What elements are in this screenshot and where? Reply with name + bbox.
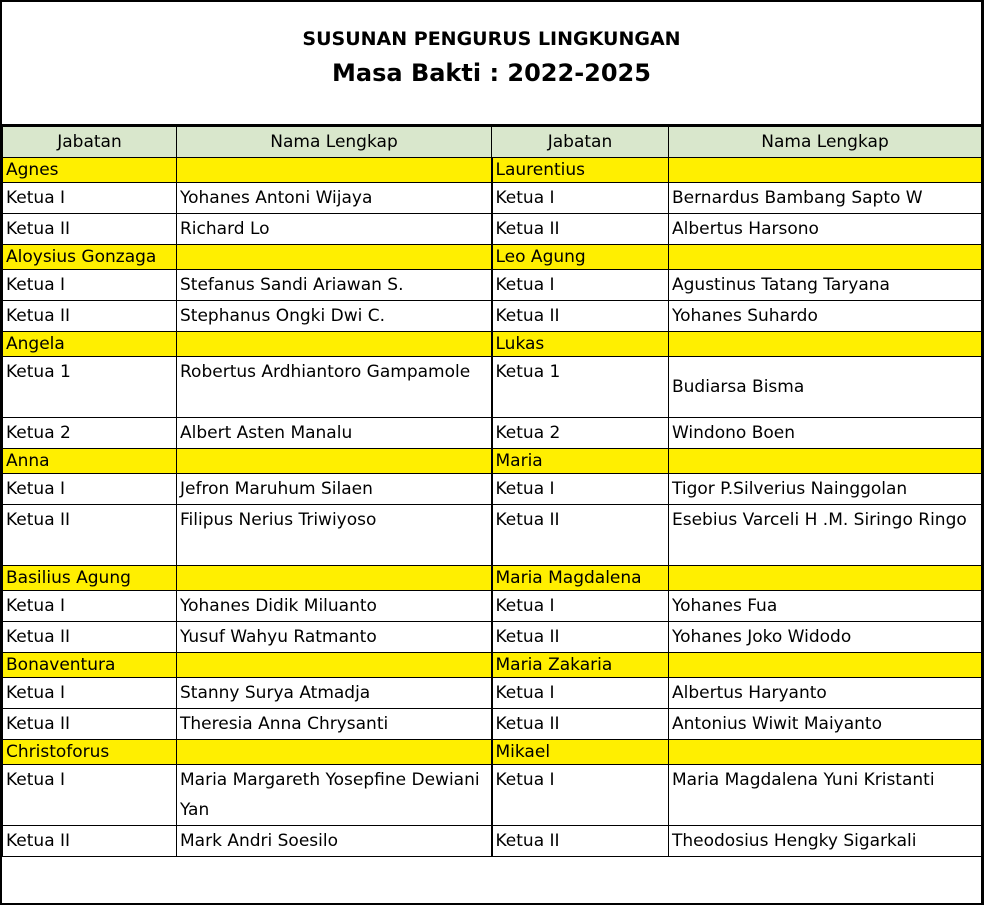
name-cell: Maria Magdalena Yuni Kristanti: [669, 765, 982, 826]
position-cell: Ketua II: [492, 214, 669, 245]
name-cell: Yohanes Fua: [669, 591, 982, 622]
group-label: Christoforus: [3, 740, 177, 765]
column-header-name: Nama Lengkap: [669, 127, 982, 158]
name-cell: Esebius Varceli H .M. Siringo Ringo: [669, 505, 982, 566]
group-row: [3, 158, 982, 183]
position-cell: Ketua 2: [3, 418, 177, 449]
column-header-name: Nama Lengkap: [177, 127, 492, 158]
position-cell: Ketua II: [3, 301, 177, 332]
group-label: Aloysius Gonzaga: [3, 245, 177, 270]
position-cell: Ketua I: [492, 591, 669, 622]
name-cell: Robertus Ardhiantoro Gampamole: [177, 357, 492, 418]
position-cell: Ketua I: [492, 270, 669, 301]
group-blank: [177, 566, 492, 591]
name-cell: Albert Asten Manalu: [177, 418, 492, 449]
position-cell: Ketua II: [3, 826, 177, 857]
group-row: [3, 740, 982, 765]
name-cell: Bernardus Bambang Sapto W: [669, 183, 982, 214]
position-cell: Ketua II: [3, 505, 177, 566]
name-cell: Yohanes Joko Widodo: [669, 622, 982, 653]
group-blank: [669, 332, 982, 357]
column-header-position: Jabatan: [492, 127, 669, 158]
position-cell: Ketua I: [492, 678, 669, 709]
table-row: [3, 505, 982, 566]
table-row: [3, 301, 982, 332]
group-label: Lukas: [492, 332, 669, 357]
group-blank: [177, 158, 492, 183]
group-blank: [177, 332, 492, 357]
group-label: Maria: [492, 449, 669, 474]
position-cell: Ketua I: [3, 270, 177, 301]
name-cell: Theresia Anna Chrysanti: [177, 709, 492, 740]
name-cell: Yusuf Wahyu Ratmanto: [177, 622, 492, 653]
position-cell: Ketua II: [492, 709, 669, 740]
name-cell: Stephanus Ongki Dwi C.: [177, 301, 492, 332]
table-row: [3, 622, 982, 653]
table-row: [3, 765, 982, 826]
position-cell: Ketua 1: [492, 357, 669, 418]
group-row: [3, 332, 982, 357]
group-blank: [669, 740, 982, 765]
group-blank: [669, 653, 982, 678]
committee-table: [2, 126, 982, 857]
page-subtitle: Masa Bakti : 2022-2025: [332, 59, 651, 87]
group-row: [3, 566, 982, 591]
table-row: [3, 418, 982, 449]
name-cell: Filipus Nerius Triwiyoso: [177, 505, 492, 566]
name-cell: Stefanus Sandi Ariawan S.: [177, 270, 492, 301]
table-row: [3, 678, 982, 709]
position-cell: Ketua I: [3, 474, 177, 505]
name-cell: Richard Lo: [177, 214, 492, 245]
position-cell: Ketua I: [3, 183, 177, 214]
page-title: SUSUNAN PENGURUS LINGKUNGAN: [302, 28, 681, 50]
title-block: [2, 2, 981, 126]
group-label: Basilius Agung: [3, 566, 177, 591]
group-label: Maria Zakaria: [492, 653, 669, 678]
position-cell: Ketua II: [492, 301, 669, 332]
group-label: Anna: [3, 449, 177, 474]
group-blank: [669, 245, 982, 270]
table-row: [3, 357, 982, 418]
group-blank: [177, 653, 492, 678]
group-blank: [669, 566, 982, 591]
position-cell: Ketua II: [492, 505, 669, 566]
name-cell: Tigor P.Silverius Nainggolan: [669, 474, 982, 505]
position-cell: Ketua I: [3, 765, 177, 826]
group-blank: [177, 245, 492, 270]
name-cell: Mark Andri Soesilo: [177, 826, 492, 857]
name-cell: Budiarsa Bisma: [669, 357, 982, 418]
position-cell: Ketua II: [492, 622, 669, 653]
position-cell: Ketua I: [492, 765, 669, 826]
table-row: [3, 709, 982, 740]
table-row: [3, 474, 982, 505]
group-blank: [669, 158, 982, 183]
name-cell: Stanny Surya Atmadja: [177, 678, 492, 709]
group-row: [3, 653, 982, 678]
position-cell: Ketua II: [492, 826, 669, 857]
group-row: [3, 449, 982, 474]
name-cell: Jefron Maruhum Silaen: [177, 474, 492, 505]
position-cell: Ketua I: [492, 183, 669, 214]
group-label: Mikael: [492, 740, 669, 765]
position-cell: Ketua II: [3, 709, 177, 740]
name-cell: Antonius Wiwit Maiyanto: [669, 709, 982, 740]
group-label: Angela: [3, 332, 177, 357]
group-row: [3, 245, 982, 270]
table-row: [3, 270, 982, 301]
group-label: Leo Agung: [492, 245, 669, 270]
name-cell: Yohanes Didik Miluanto: [177, 591, 492, 622]
name-cell: Maria Margareth Yosepfine Dewiani Yan: [177, 765, 492, 826]
name-cell: Agustinus Tatang Taryana: [669, 270, 982, 301]
group-label: Agnes: [3, 158, 177, 183]
position-cell: Ketua I: [3, 678, 177, 709]
name-cell: Albertus Haryanto: [669, 678, 982, 709]
name-cell: Yohanes Suhardo: [669, 301, 982, 332]
group-label: Laurentius: [492, 158, 669, 183]
position-cell: Ketua I: [3, 591, 177, 622]
table-row: [3, 183, 982, 214]
position-cell: Ketua II: [3, 214, 177, 245]
position-cell: Ketua 1: [3, 357, 177, 418]
position-cell: Ketua I: [492, 474, 669, 505]
name-cell: Windono Boen: [669, 418, 982, 449]
group-label: Maria Magdalena: [492, 566, 669, 591]
column-header-position: Jabatan: [3, 127, 177, 158]
position-cell: Ketua 2: [492, 418, 669, 449]
name-cell: Theodosius Hengky Sigarkali: [669, 826, 982, 857]
name-cell: Yohanes Antoni Wijaya: [177, 183, 492, 214]
name-cell: Albertus Harsono: [669, 214, 982, 245]
group-blank: [669, 449, 982, 474]
table-row: [3, 826, 982, 857]
table-row: [3, 214, 982, 245]
group-blank: [177, 740, 492, 765]
position-cell: Ketua II: [3, 622, 177, 653]
table-body: [3, 158, 982, 857]
table-row: [3, 591, 982, 622]
group-label: Bonaventura: [3, 653, 177, 678]
group-blank: [177, 449, 492, 474]
